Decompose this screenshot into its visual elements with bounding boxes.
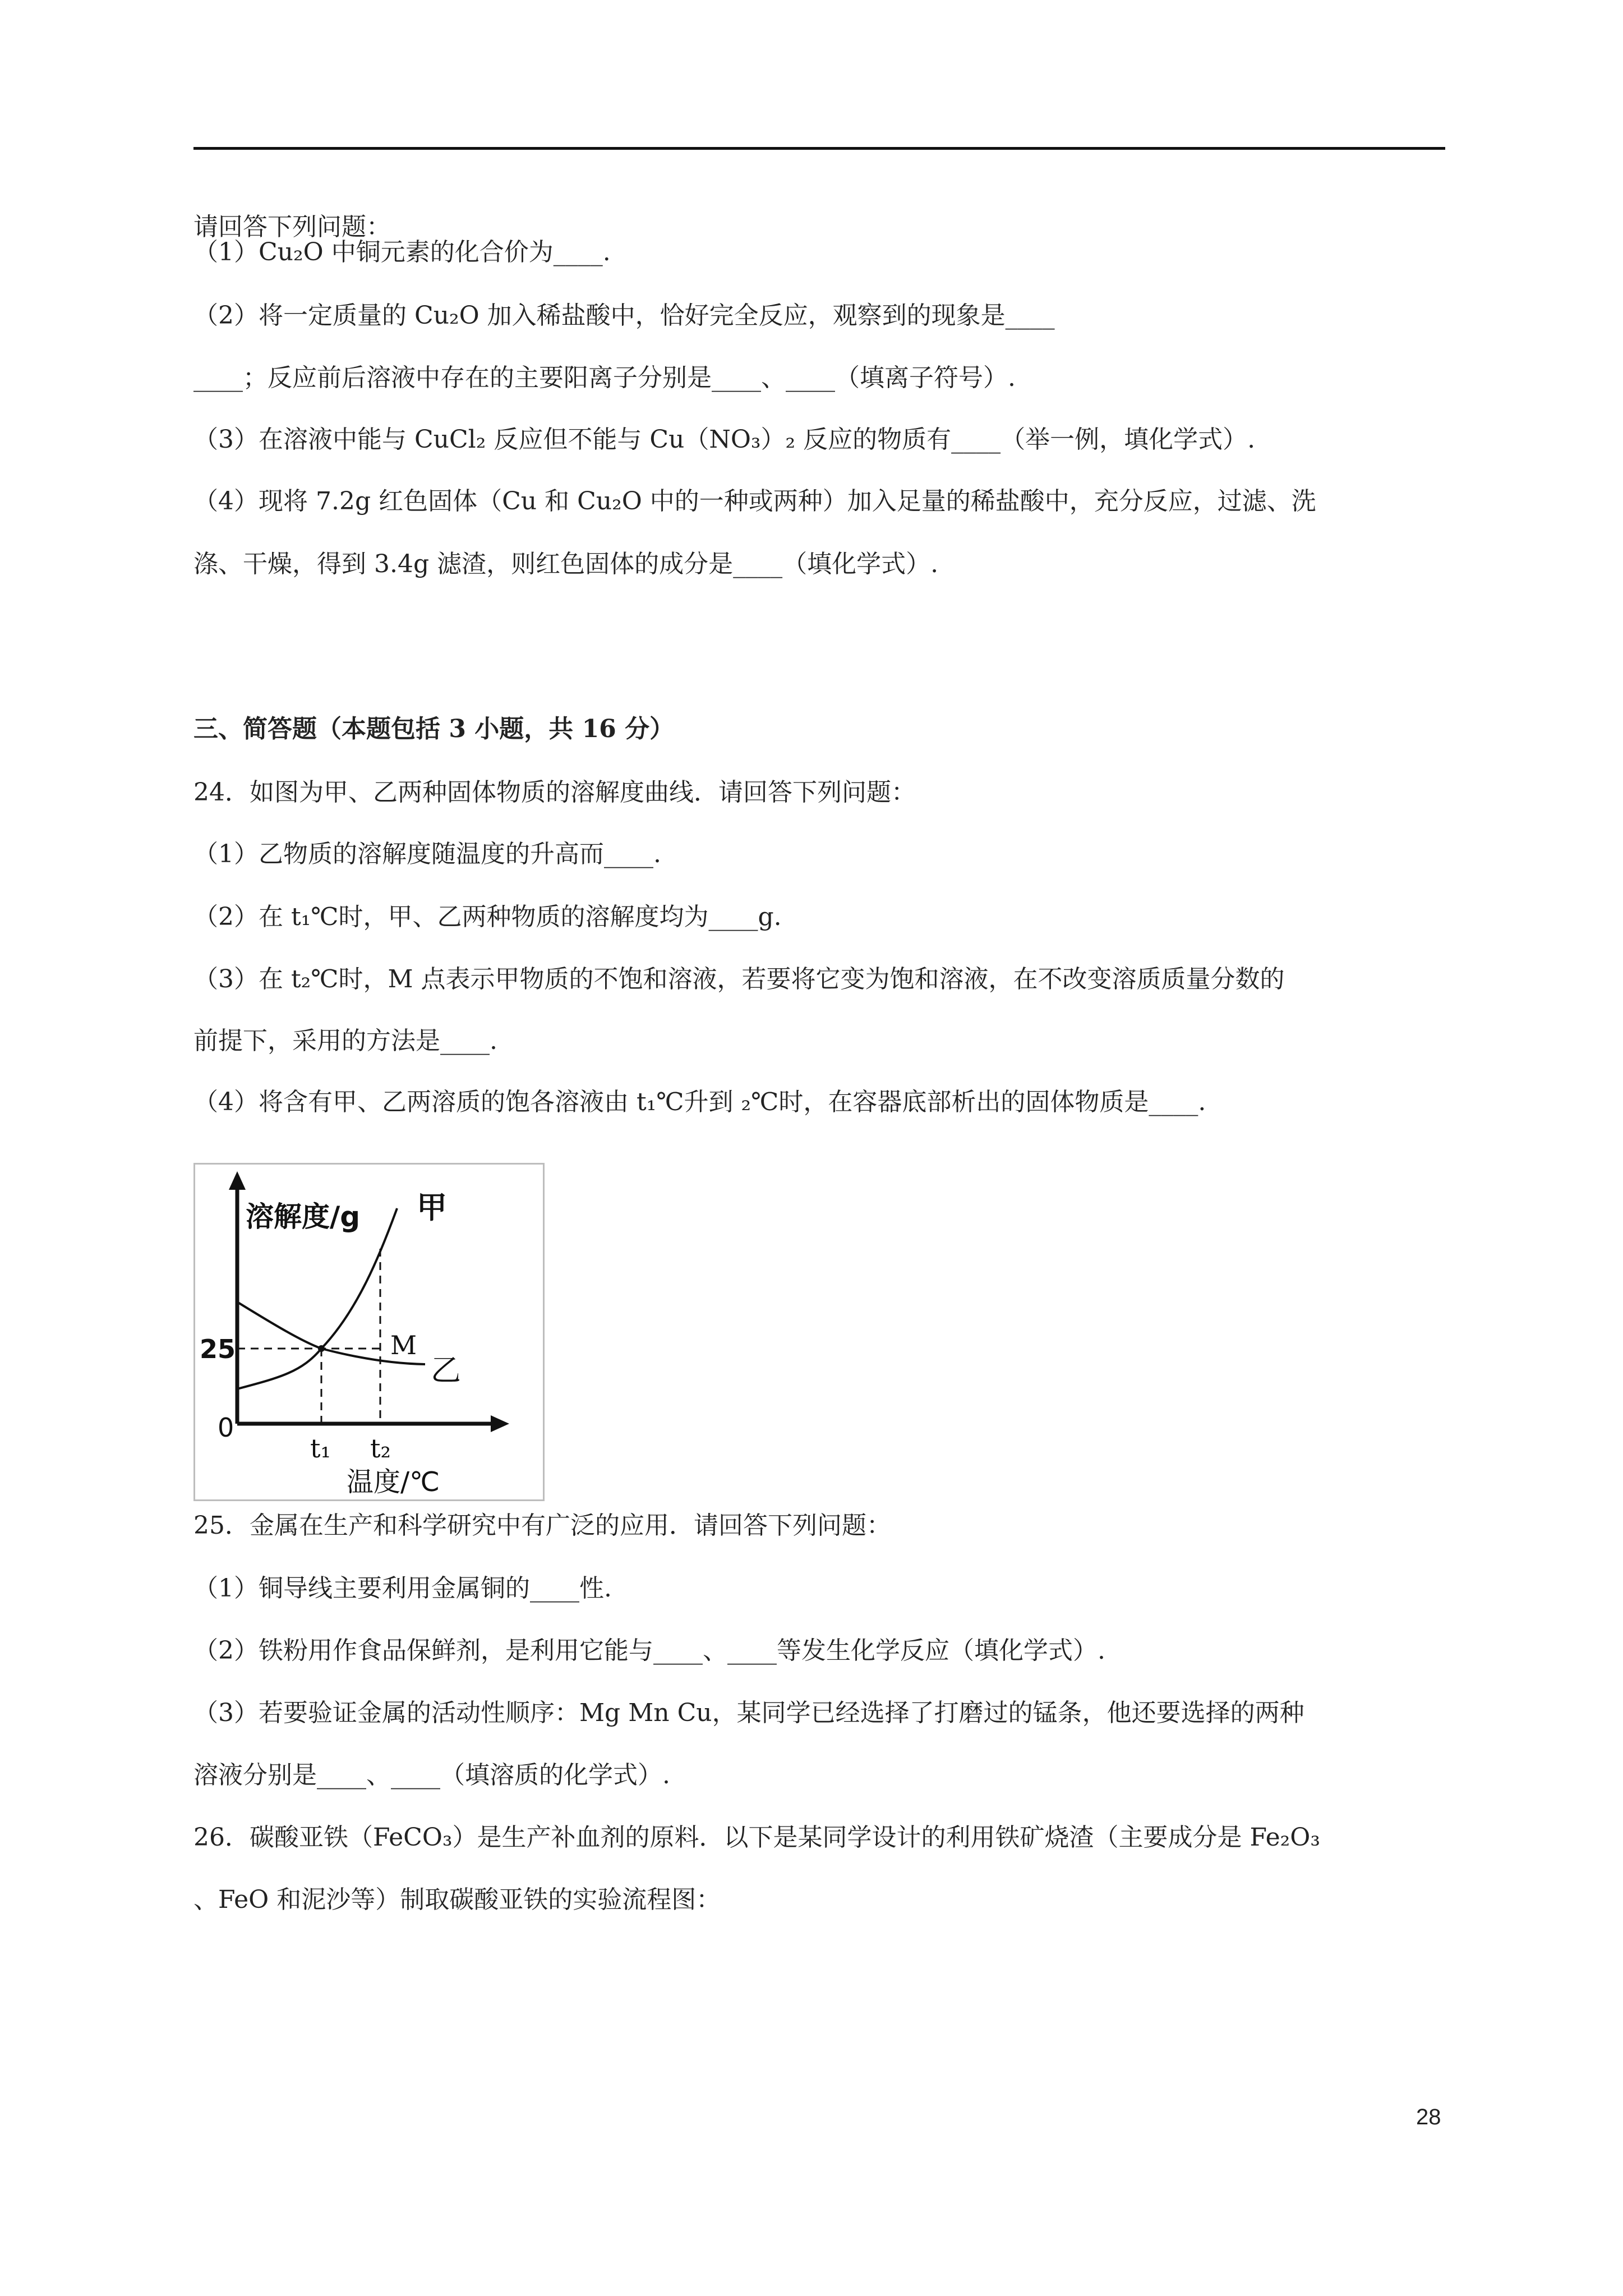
text-line: （2）在 t₁℃时，甲、乙两种物质的溶解度均为____g. [193, 903, 782, 931]
text-line: （4）现将 7.2g 红色固体（Cu 和 Cu₂O 中的一种或两种）加入足量的稀盐酸中，充分反应，过滤、洗 [193, 487, 1316, 516]
text-line: 涤、干燥，得到 3.4g 滤渣，则红色固体的成分是____（填化学式）. [193, 550, 939, 578]
text-line: （2）将一定质量的 Cu₂O 加入稀盐酸中，恰好完全反应，观察到的现象是____ [193, 301, 1055, 330]
text-line: 前提下，采用的方法是____. [193, 1027, 497, 1055]
text-line: （3）在 t₂℃时，M 点表示甲物质的不饱和溶液，若要将它变为饱和溶液，在不改变溶质质量分数的 [193, 965, 1285, 993]
page-number: 28 [1416, 2105, 1441, 2129]
ylabel: 溶解度/g [246, 1200, 361, 1233]
text-line: （2）铁粉用作食品保鲜剂，是利用它能与____、____等发生化学反应（填化学式）. [193, 1636, 1105, 1665]
text-line: （1）铜导线主要利用金属铜的____性. [193, 1574, 612, 1603]
question-25: 25．金属在生产和科学研究中有广泛的应用．请回答下列问题： [193, 1511, 891, 1540]
header-rule [193, 147, 1445, 150]
tick-25: 25 [200, 1334, 236, 1364]
text-line: （3）在溶液中能与 CuCl₂ 反应但不能与 Cu（NO₃）₂ 反应的物质有____（举一例，填化学式）. [193, 425, 1256, 454]
xlabel: 温度/℃ [347, 1466, 440, 1498]
tick-t1: t₁ [310, 1433, 331, 1464]
question-26: 26．碳酸亚铁（FeCO₃）是生产补血剂的原料．以下是某同学设计的利用铁矿烧渣（主要成分是 Fe₂O₃ [193, 1823, 1321, 1852]
curve-jia [237, 1208, 397, 1389]
text-line: （3）若要验证金属的活动性顺序：Mg Mn Cu，某同学已经选择了打磨过的锰条，他还要选择的两种 [193, 1699, 1304, 1727]
origin-label: 0 [218, 1412, 234, 1443]
label-m: M [390, 1330, 417, 1360]
text-line: （1）乙物质的溶解度随温度的升高而____. [193, 840, 661, 868]
solubility-figure [193, 1163, 545, 1501]
x-axis-arrow [491, 1415, 509, 1432]
label-yi: 乙 [431, 1352, 461, 1388]
text-line: （1）Cu₂O 中铜元素的化合价为____. [193, 238, 611, 266]
text-line: 请回答下列问题： [193, 213, 391, 241]
text-line: （4）将含有甲、乙两溶质的饱各溶液由 t₁℃升到 ₂℃时，在容器底部析出的固体物质是____. [193, 1088, 1206, 1116]
text-line: ____；反应前后溶液中存在的主要阳离子分别是____、____（填离子符号）. [193, 364, 1016, 392]
y-axis-arrow [229, 1171, 246, 1190]
label-jia: 甲 [417, 1190, 447, 1225]
question-24: 24．如图为甲、乙两种固体物质的溶解度曲线．请回答下列问题： [193, 778, 916, 807]
tick-t2: t₂ [370, 1433, 391, 1464]
text-line: 溶液分别是____、____（填溶质的化学式）. [193, 1761, 670, 1789]
text-line: 、FeO 和泥沙等）制取碳酸亚铁的实验流程图： [193, 1885, 721, 1914]
section-heading: 三、简答题（本题包括 3 小题，共 16 分） [193, 715, 675, 743]
intersection-point [318, 1345, 325, 1352]
